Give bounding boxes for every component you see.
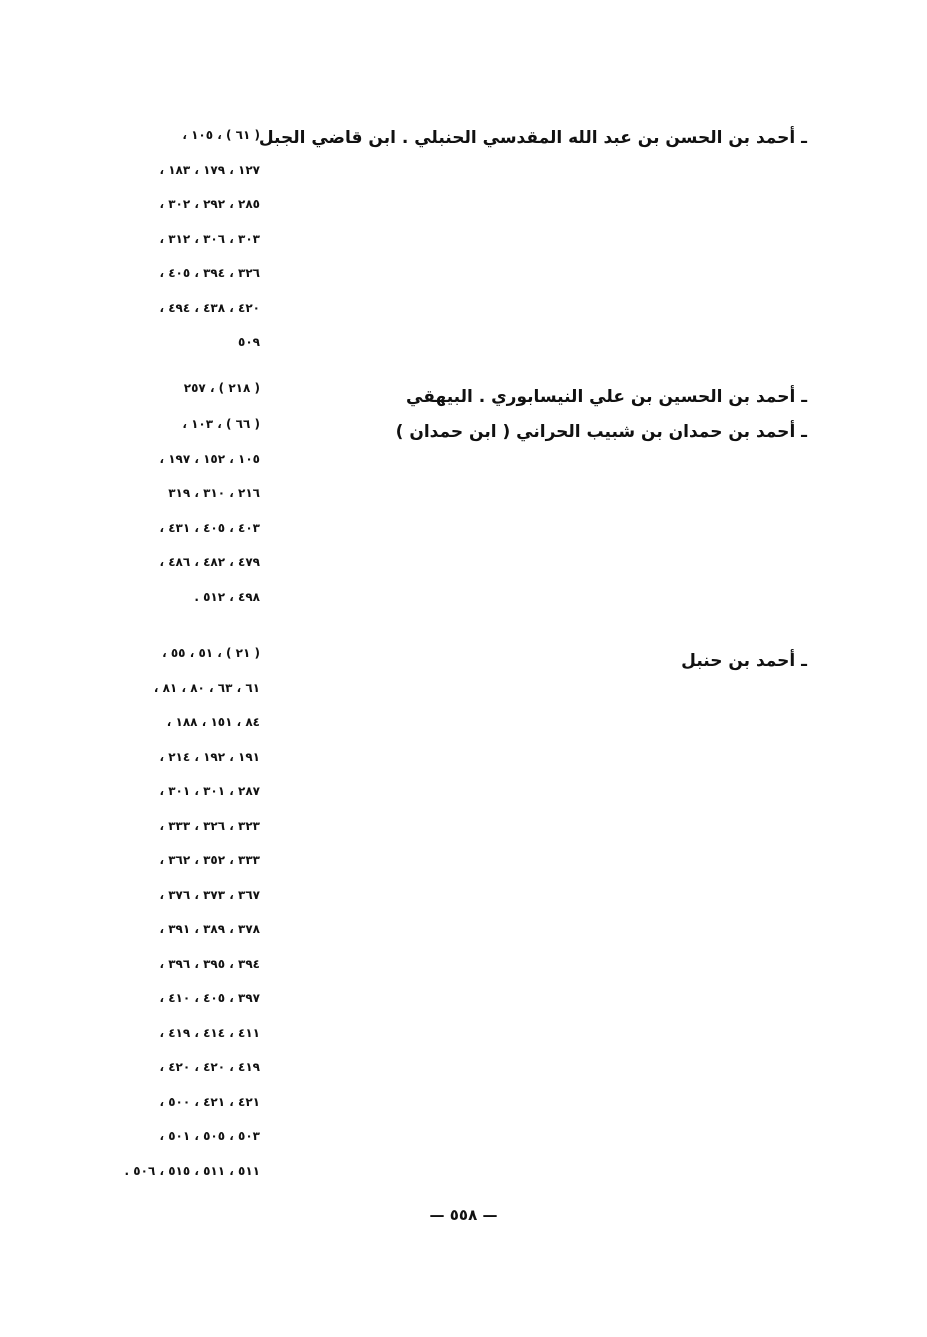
reference-line: ٢١٦ ، ٣١٠ ، ٣١٩ [168,486,260,500]
reference-line: ٢٨٧ ، ٣٠١ ، ٣٠١ ، [159,784,260,798]
entry-references [95,377,260,412]
reference-line: ١٠٥ ، ١٥٢ ، ١٩٧ ، [159,451,260,466]
reference-line: ٦١ ، ٦٣ ، ٨٠ ، ٨١ ، [153,680,260,695]
reference-line: ٨٤ ، ١٥١ ، ١٨٨ ، [166,715,260,729]
reference-line: ٣٢٦ ، ٣٩٤ ، ٤٠٥ ، [159,266,260,280]
reference-line: ٣٩٧ ، ٤٠٥ ، ٤١٠ ، [159,991,260,1005]
reference-line: ٤٧٩ ، ٤٨٢ ، ٤٨٦ ، [159,555,260,569]
reference-line: ( ٢١ ) ، ٥١ ، ٥٥ ، [162,646,260,660]
entry-name: ـ أحمد بن حمدان بن شبيب الحراني ( ابن حمدان ) [395,422,807,442]
entry-references [95,124,260,366]
reference-line: ٤٩٨ ، ٥١٢ . [194,589,260,604]
reference-line: ٣٢٣ ، ٣٢٦ ، ٣٣٣ ، [159,818,260,833]
page-number: — ٥٥٨ — [429,1206,498,1224]
reference-line: ( ٦٦ ) ، ١٠٣ ، [182,417,260,431]
reference-line: ٤٢٠ ، ٤٣٨ ، ٤٩٤ ، [159,300,260,315]
reference-line: ٣٧٨ ، ٣٨٩ ، ٣٩١ ، [159,922,260,936]
entry-name: ـ أحمد بن الحسن بن عبد الله المقدسي الحنبلي . ابن قاضي الجبل [258,128,807,148]
reference-line: ٥١١ ، ٥١١ ، ٥١٥ ، ٥٠٦ . [124,1163,260,1178]
reference-line: ٥٠٣ ، ٥٠٥ ، ٥٠١ ، [159,1129,260,1143]
reference-line: ( ٦١ ) ، ١٠٥ ، [182,128,260,142]
entry-name: ـ أحمد بن الحسين بن علي النيسابوري . البيهقي [406,387,807,407]
reference-line: ٣٦٧ ، ٣٧٣ ، ٣٧٦ ، [159,887,260,902]
entry-name: ـ أحمد بن حنبل [681,651,807,671]
reference-line: ٣٣٣ ، ٣٥٢ ، ٣٦٢ ، [159,853,260,867]
reference-line: ٢٨٥ ، ٢٩٢ ، ٣٠٢ ، [159,197,260,211]
reference-line: ٣٠٣ ، ٣٠٦ ، ٣١٢ ، [159,231,260,246]
entry-references [95,413,260,620]
entry-references [95,642,260,1194]
reference-line: ٤١١ ، ٤١٤ ، ٤١٩ ، [159,1025,260,1040]
reference-line: ٤٠٣ ، ٤٠٥ ، ٤٣١ ، [159,520,260,535]
reference-line: ١٢٧ ، ١٧٩ ، ١٨٣ ، [159,162,260,177]
reference-line: ٤١٩ ، ٤٢٠ ، ٤٢٠ ، [159,1060,260,1074]
reference-line: ١٩١ ، ١٩٢ ، ٢١٤ ، [159,749,260,764]
reference-line: ( ٢١٨ ) ، ٢٥٧ [183,381,260,395]
reference-line: ٥٠٩ [238,335,260,349]
reference-line: ٣٩٤ ، ٣٩٥ ، ٣٩٦ ، [159,956,260,971]
reference-line: ٤٢١ ، ٤٢١ ، ٥٠٠ ، [159,1094,260,1109]
